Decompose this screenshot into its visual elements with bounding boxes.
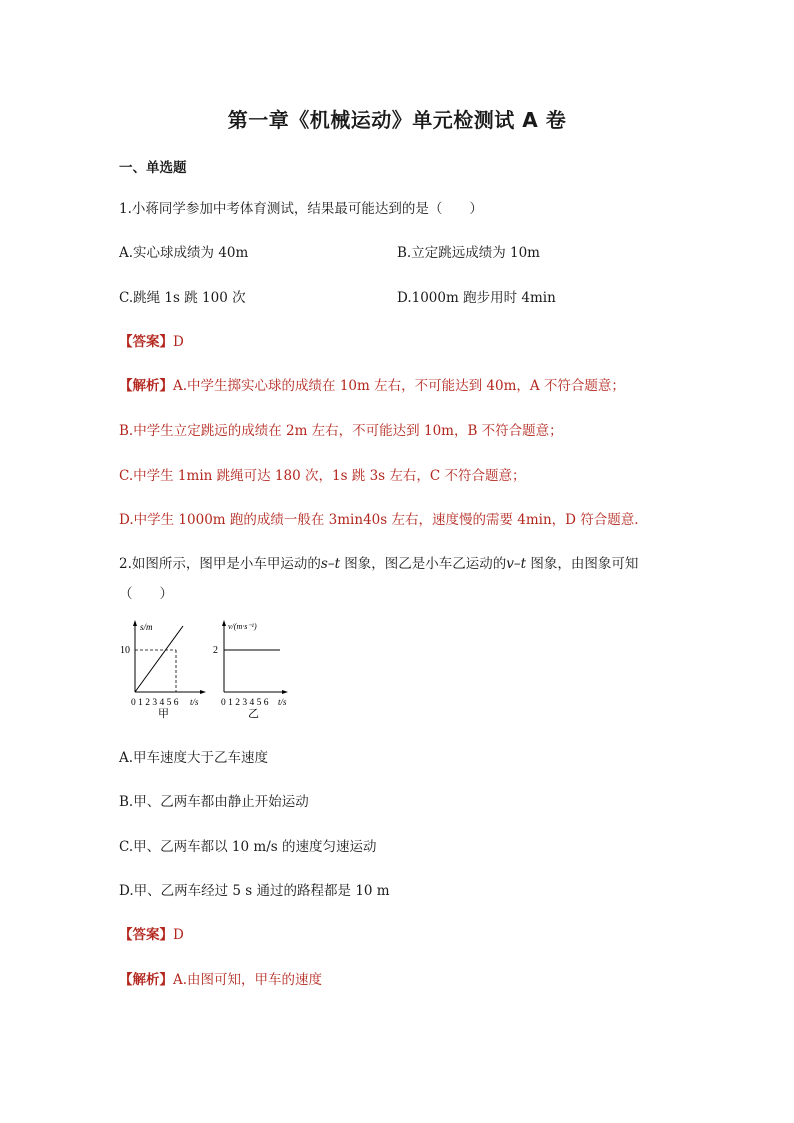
q1-analysis-tag: 【解析】	[119, 378, 173, 394]
q1-answer	[119, 330, 184, 350]
q2-stem-paren: （ ）	[119, 586, 173, 602]
graph-yi	[213, 620, 288, 720]
q2-option-d: D.甲、乙两车经过 5 s 通过的路程都是 10 m	[119, 883, 390, 899]
q1-analysis-text: A.中学生掷实心球的成绩在 10m 左右，不可能达到 40m，A 不符合题意；	[173, 378, 625, 394]
q2-analysis-text: A.由图可知，甲车的速度	[173, 972, 323, 988]
q2-answer-value: D	[173, 927, 184, 943]
q1-answer-value: D	[173, 334, 184, 350]
q1-option-a: A.实心球成绩为 40m	[119, 245, 249, 261]
q2-graphs-svg	[118, 616, 298, 726]
yi-y-label: v/(m·s⁻¹)	[228, 622, 257, 631]
q1-analysis-2: B.中学生立定跳远的成绩在 2m 左右，不可能达到 10m，B 不符合题意；	[119, 423, 563, 439]
section-heading: 一、单选题	[119, 160, 187, 176]
q2-figure	[118, 616, 298, 730]
page-title: 第一章《机械运动》单元检测试 A 卷	[227, 108, 567, 132]
yi-y-tick: 2	[213, 645, 218, 656]
q1-analysis-3: C.中学生 1min 跳绳可达 180 次，1s 跳 3s 左右，C 不符合题意；	[119, 468, 526, 484]
q2-stem-vt: v–t	[506, 556, 527, 572]
q2-stem-part-a: 2.如图所示，图甲是小车甲运动的	[119, 556, 321, 572]
q2-option-b: B.甲、乙两车都由静止开始运动	[119, 794, 309, 810]
q2-stem-st: s–t	[320, 556, 340, 572]
q1-option-d: D.1000m 跑步用时 4min	[397, 290, 556, 306]
q1-stem: 1.小蒋同学参加中考体育测试，结果最可能达到的是（ ）	[119, 201, 483, 217]
q2-answer-tag: 【答案】	[119, 927, 173, 943]
q2-stem-part-c: 图象，由图象可知	[526, 556, 639, 572]
yi-x-arrow	[282, 690, 288, 694]
yi-x-ticks: 0 1 2 3 4 5 6	[221, 698, 269, 708]
q2-stem	[119, 552, 638, 572]
yi-y-arrow	[222, 620, 226, 626]
jia-x-label: t/s	[190, 697, 199, 707]
yi-caption: 乙	[248, 708, 259, 720]
q2-answer	[119, 923, 184, 943]
q1-analysis-4: D.中学生 1000m 跑的成绩一般在 3min40s 左右，速度慢的需要 4min，D 符合题意.	[119, 512, 639, 528]
q2-option-a: A.甲车速度大于乙车速度	[119, 750, 269, 766]
q1-answer-tag: 【答案】	[119, 334, 173, 350]
graph-jia	[120, 620, 206, 720]
q2-stem-part-b: 图象，图乙是小车乙运动的	[340, 556, 507, 572]
q2-option-c: C.甲、乙两车都以 10 m/s 的速度匀速运动	[119, 839, 377, 855]
yi-x-label: t/s	[278, 697, 287, 707]
jia-y-label: s/m	[140, 622, 153, 632]
q1-option-b: B.立定跳远成绩为 10m	[397, 245, 540, 261]
jia-x-arrow	[200, 690, 206, 694]
jia-y-tick: 10	[120, 645, 130, 656]
q2-analysis	[119, 968, 322, 988]
jia-caption: 甲	[158, 708, 169, 720]
q1-analysis-1	[119, 374, 625, 394]
q2-analysis-tag: 【解析】	[119, 972, 173, 988]
jia-y-arrow	[133, 620, 137, 626]
q1-option-c: C.跳绳 1s 跳 100 次	[119, 290, 246, 306]
jia-x-ticks: 0 1 2 3 4 5 6	[131, 698, 179, 708]
